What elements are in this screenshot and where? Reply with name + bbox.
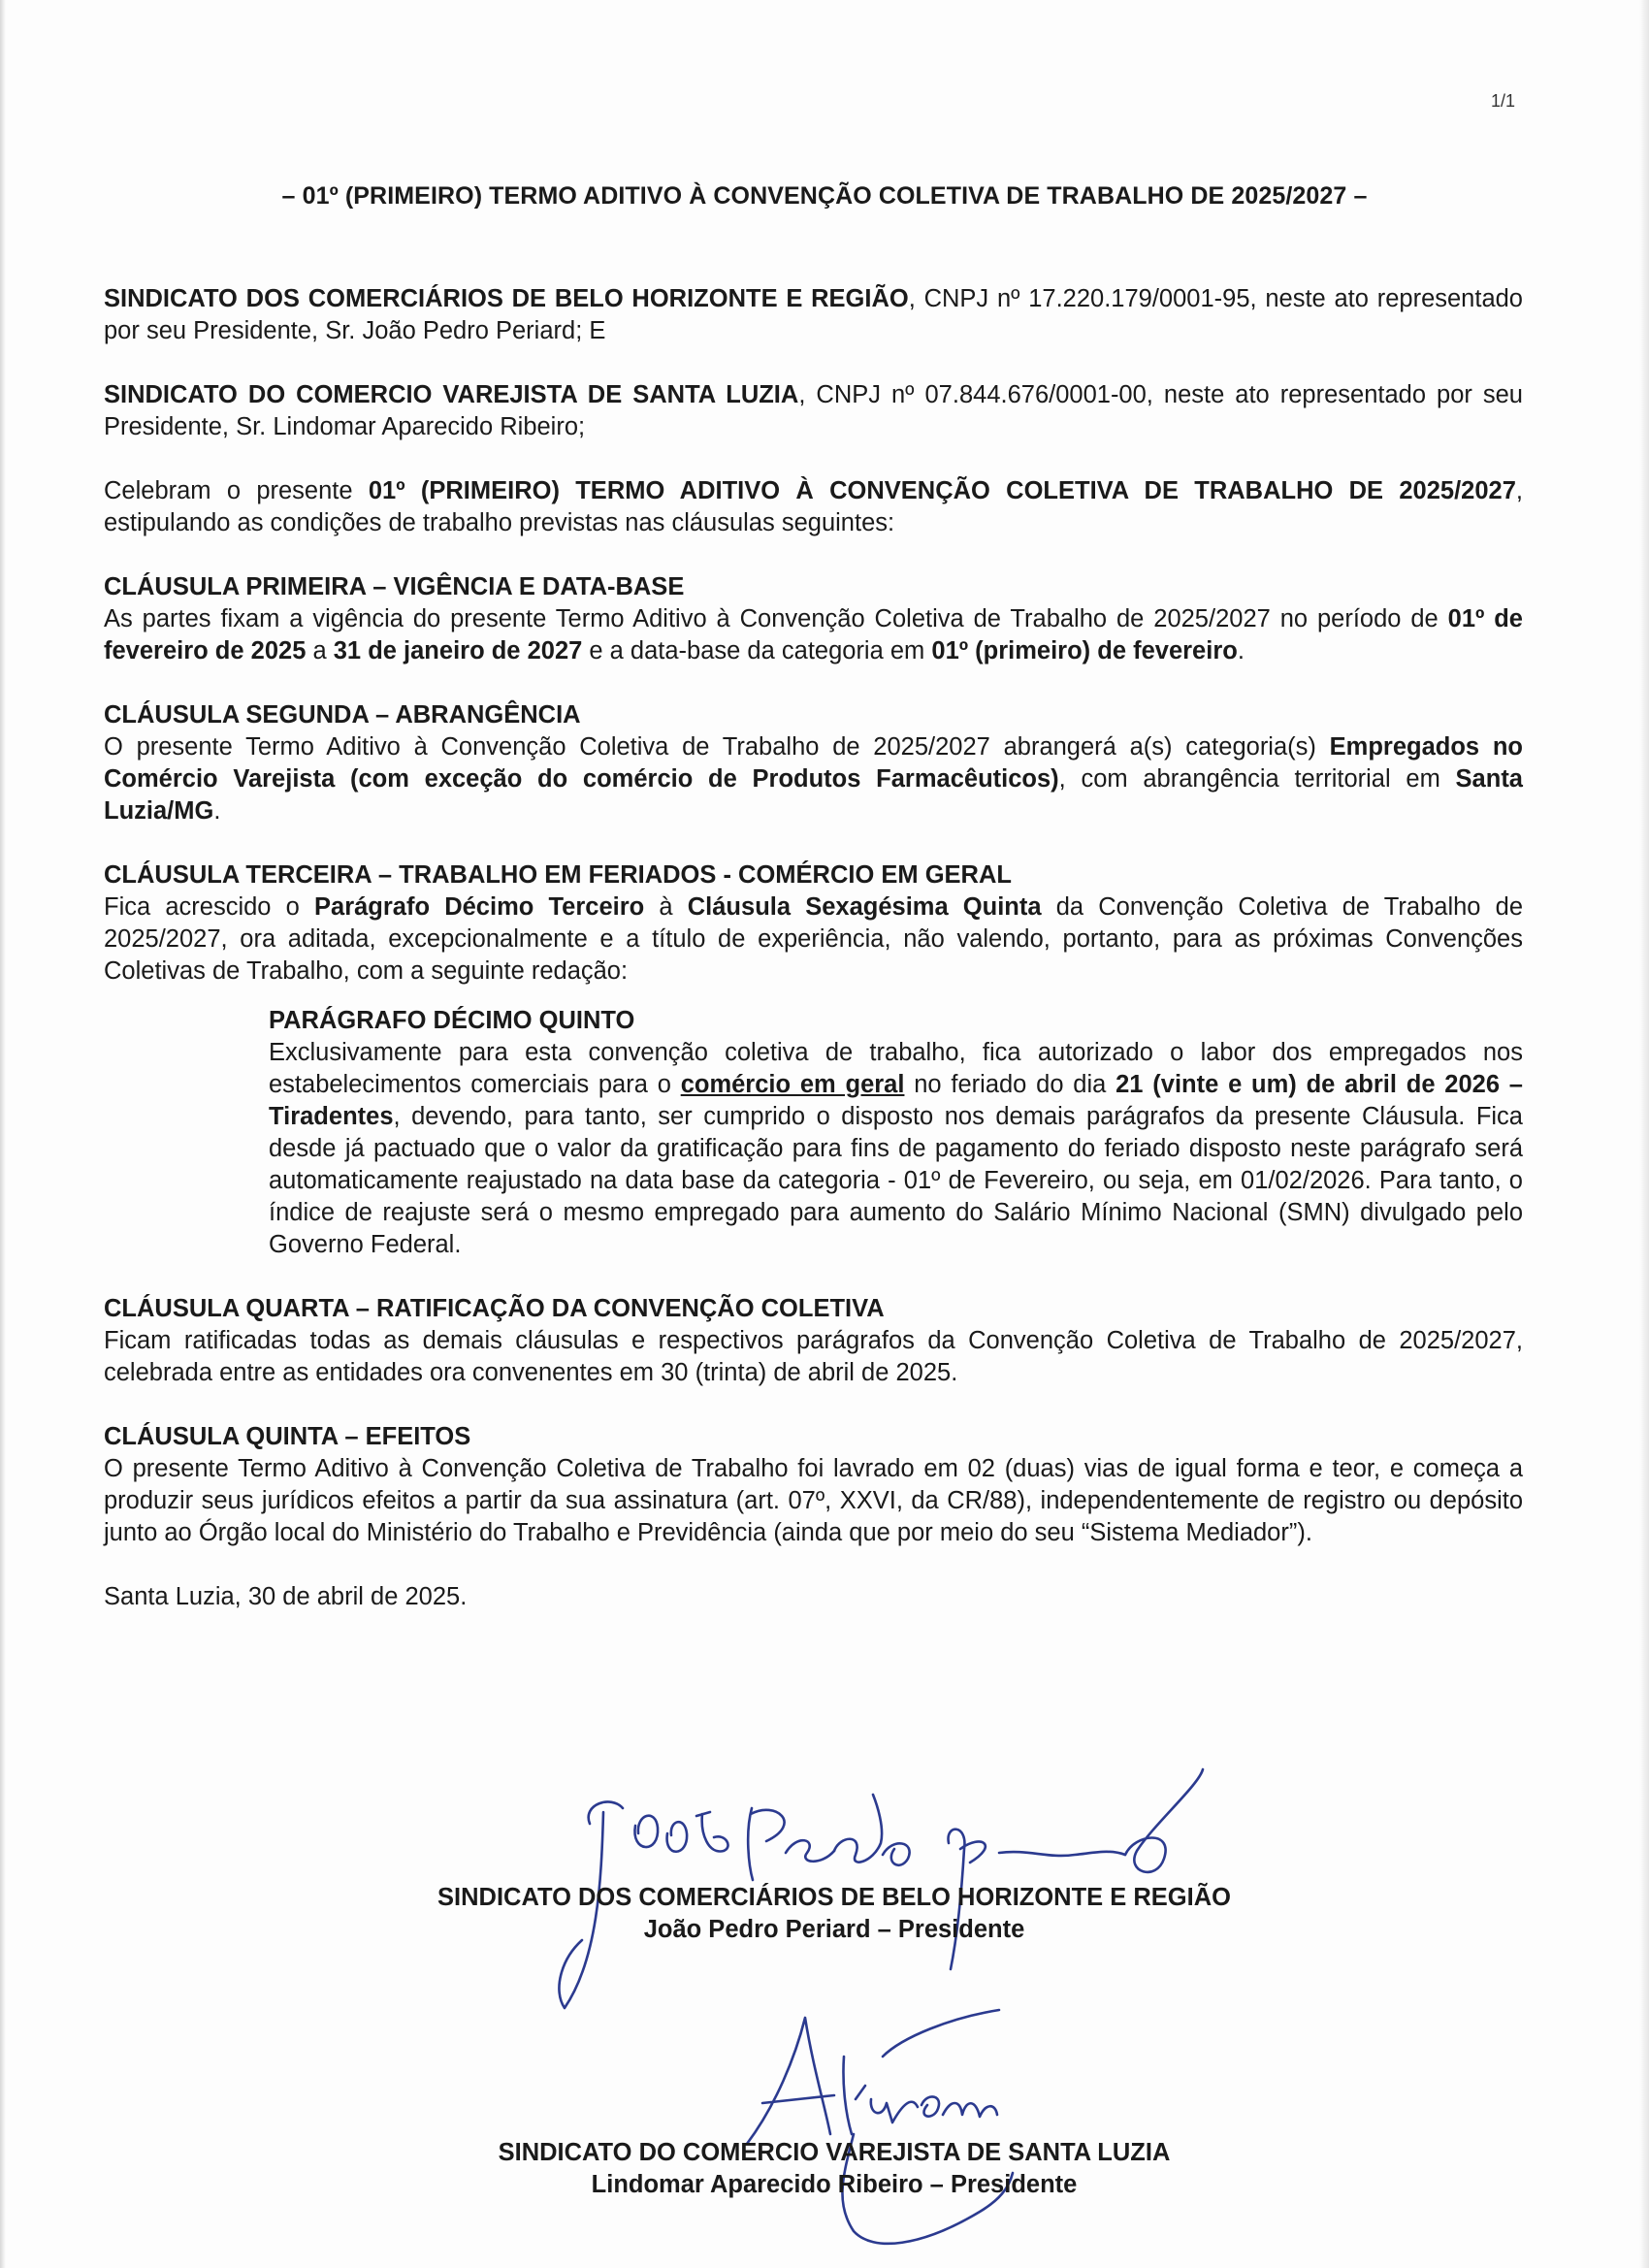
- party-2-name: SINDICATO DO COMERCIO VAREJISTA DE SANTA LUZIA: [104, 381, 799, 408]
- paragraph-comercio-em-geral: comércio em geral: [680, 1071, 905, 1098]
- clause-1-t2: a: [306, 637, 334, 664]
- paragraph-holiday-date: 21 (vinte e um) de abril de 2026 – Tiradentes: [269, 1071, 1523, 1130]
- clause-1-t1: As partes fixam a vigência do presente Termo Aditivo à Convenção Coletiva de Trabalho de 2025/2027 no período de: [104, 605, 1448, 632]
- paragraph-t3: , devendo, para tanto, ser cumprido o disposto nos demais parágrafos da presente Cláusula. Fica desde já pactuado que o valor da gratificação para fins de pagamento do feriado disposto neste parágrafo será automaticamente reajustado na data base da categoria - 01º de Fevereiro, ou seja, em 01/02/2026. Para tanto, o índice de reajuste será o mesmo empregado para aumento do Salário Mínimo Nacional (SMN) divulgado pelo Governo Federal.: [269, 1103, 1523, 1258]
- clause-2-t2: , com abrangência territorial em: [1058, 765, 1456, 793]
- signature-2-handwritten: [737, 1998, 1048, 2268]
- party-1-details: , CNPJ nº 17.220.179/0001-95, neste ato representado por seu Presidente, Sr. João Pedro Periard; E: [104, 285, 1523, 344]
- paragraph-heading: PARÁGRAFO DÉCIMO QUINTO: [269, 1007, 635, 1034]
- party-2-details: , CNPJ nº 07.844.676/0001-00, neste ato representado por seu Presidente, Sr. Lindomar Aparecido Ribeiro;: [104, 381, 1523, 440]
- clause-3-t3: da Convenção Coletiva de Trabalho de 2025/2027, ora aditada, excepcionalmente e a título de experiência, não valendo, portanto, para as próximas Convenções Coletivas de Trabalho, com a seguinte redação:: [104, 893, 1523, 985]
- signature-1-signer: João Pedro Periard – Presidente: [643, 1916, 1025, 1943]
- signature-1-org: SINDICATO DOS COMERCIÁRIOS DE BELO HORIZONTE E REGIÃO: [437, 1884, 1231, 1911]
- clause-3-paragraph-ref: Parágrafo Décimo Terceiro: [314, 893, 645, 921]
- clause-2-t3: .: [213, 797, 221, 825]
- clause-3-clause-ref: Cláusula Sexagésima Quinta: [687, 893, 1042, 921]
- clause-1-text: [104, 603, 1523, 667]
- intro-paragraph: [104, 475, 1523, 539]
- clause-3-text: [104, 891, 1523, 988]
- party-1: [104, 283, 1523, 347]
- document-title: – 01º (PRIMEIRO) TERMO ADITIVO À CONVENÇÃO COLETIVA DE TRABALHO DE 2025/2027 –: [281, 182, 1368, 210]
- clause-5-text: O presente Termo Aditivo à Convenção Coletiva de Trabalho foi lavrado em 02 (duas) vias de igual forma e teor, e começa a produzir seus jurídicos efeitos a partir da sua assinatura (art. 07º, XXVI, da CR/88), independentemente de registro ou depósito junto ao Órgão local do Ministério do Trabalho e Previdência (ainda que por meio do seu “Sistema Mediador”).: [104, 1455, 1523, 1546]
- clause-2-heading: CLÁUSULA SEGUNDA – ABRANGÊNCIA: [104, 701, 581, 729]
- intro-text-end: , estipulando as condições de trabalho previstas nas cláusulas seguintes:: [104, 477, 1523, 536]
- clause-1-base-date: 01º (primeiro) de fevereiro: [931, 637, 1238, 664]
- clause-1-t3: e a data-base da categoria em: [582, 637, 932, 664]
- clause-2-t1: O presente Termo Aditivo à Convenção Coletiva de Trabalho de 2025/2027 abrangerá a(s) categoria(s): [104, 733, 1330, 761]
- intro-bold: 01º (PRIMEIRO) TERMO ADITIVO À CONVENÇÃO COLETIVA DE TRABALHO DE 2025/2027: [368, 477, 1516, 504]
- signature-1-handwritten: [543, 1766, 1242, 2018]
- page-number: 1/1: [1490, 91, 1515, 111]
- clause-4: [104, 1293, 1523, 1389]
- scan-edge-right: [1639, 0, 1649, 2268]
- clause-1-start-date: 01º de fevereiro de 2025: [104, 605, 1523, 664]
- clause-1-end-date: 31 de janeiro de 2027: [333, 637, 583, 664]
- signature-2-signer: Lindomar Aparecido Ribeiro – Presidente: [591, 2171, 1078, 2198]
- document-body: [104, 283, 1523, 1638]
- clause-2-territory: Santa Luzia/MG: [104, 765, 1523, 825]
- clause-2-text: [104, 731, 1523, 827]
- paragraph-decimo-quinto: [269, 1005, 1523, 1261]
- clause-5-heading: CLÁUSULA QUINTA – EFEITOS: [104, 1423, 471, 1450]
- signature-block-2: [0, 2137, 1649, 2201]
- clause-3-t2: à: [644, 893, 688, 921]
- clause-2: [104, 699, 1523, 827]
- clause-3-t1: Fica acrescido o: [104, 893, 314, 921]
- intro-text: Celebram o presente: [104, 477, 369, 504]
- clause-3: [104, 859, 1523, 1261]
- paragraph-text: [269, 1037, 1523, 1261]
- party-2: [104, 379, 1523, 443]
- paragraph-t2: no feriado do dia: [904, 1071, 1116, 1098]
- clause-1-heading: CLÁUSULA PRIMEIRA – VIGÊNCIA E DATA-BASE: [104, 573, 685, 600]
- scan-edge-left: [0, 0, 6, 2268]
- clause-5: [104, 1421, 1523, 1549]
- clause-3-heading: CLÁUSULA TERCEIRA – TRABALHO EM FERIADOS - COMÉRCIO EM GERAL: [104, 861, 1012, 889]
- clause-1: [104, 571, 1523, 667]
- clause-1-t4: .: [1237, 637, 1245, 664]
- clause-4-heading: CLÁUSULA QUARTA – RATIFICAÇÃO DA CONVENÇÃO COLETIVA: [104, 1295, 885, 1322]
- clause-4-text: Ficam ratificadas todas as demais cláusulas e respectivos parágrafos da Convenção Coletiva de Trabalho de 2025/2027, celebrada entre as entidades ora convenentes em 30 (trinta) de abril de 2025.: [104, 1327, 1523, 1386]
- party-1-name: SINDICATO DOS COMERCIÁRIOS DE BELO HORIZONTE E REGIÃO: [104, 285, 909, 312]
- place-and-date: Santa Luzia, 30 de abril de 2025.: [104, 1583, 468, 1610]
- signature-block-1: [0, 1882, 1649, 1946]
- paragraph-t1: Exclusivamente para esta convenção coletiva de trabalho, fica autorizado o labor dos empregados nos estabelecimentos comerciais para o: [269, 1039, 1523, 1098]
- clause-2-category: Empregados no Comércio Varejista (com exceção do comércio de Produtos Farmacêuticos): [104, 733, 1523, 793]
- signature-2-org: SINDICATO DO COMERCIO VAREJISTA DE SANTA LUZIA: [498, 2139, 1171, 2166]
